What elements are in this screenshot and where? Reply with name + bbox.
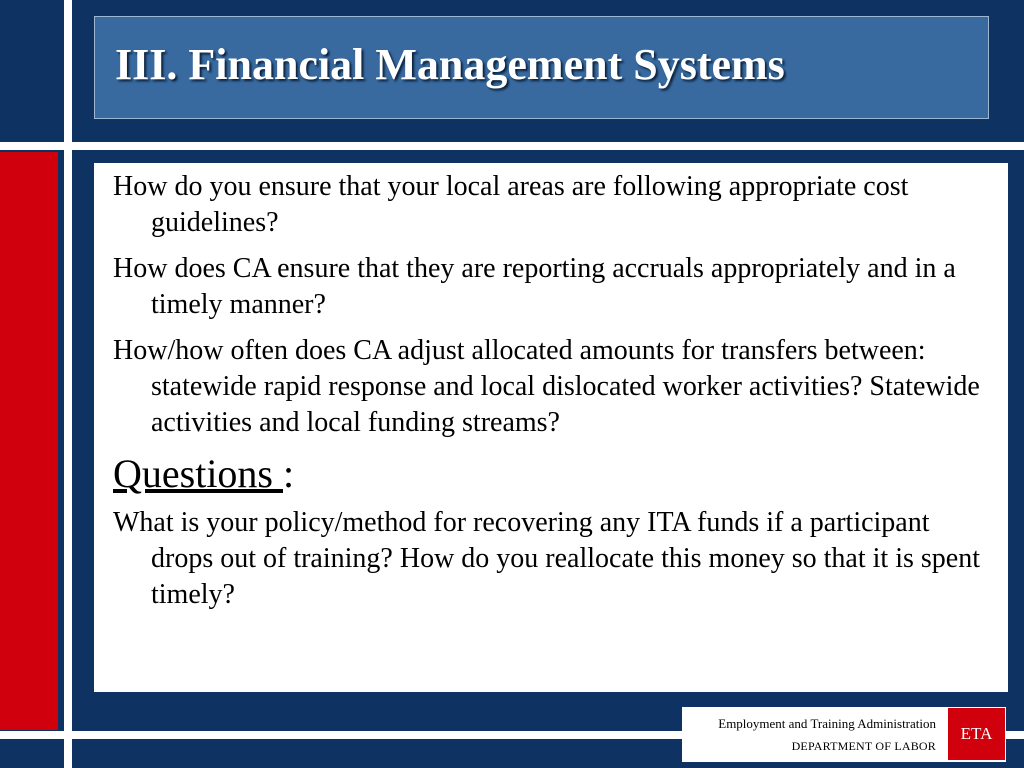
body-paragraph: How do you ensure that your local areas are following appropriate cost guidelines? bbox=[113, 171, 909, 238]
body-paragraph: How does CA ensure that they are reporting accruals appropriately and in a timely manner? bbox=[113, 253, 956, 320]
content-box bbox=[94, 163, 1008, 692]
left-top-panel bbox=[0, 0, 58, 140]
slide-title: III. Financial Management Systems bbox=[115, 40, 785, 89]
footer-department: DEPARTMENT OF LABOR bbox=[791, 739, 936, 753]
slide-body bbox=[113, 169, 993, 623]
left-bottom-panel bbox=[0, 740, 58, 768]
body-paragraph: How/how often does CA adjust allocated amounts for transfers between: statewide rapid response and local dislocated worker activities? Statewide activities and local funding streams? bbox=[113, 335, 980, 438]
left-red-band bbox=[0, 152, 58, 730]
questions-heading-text: Questions bbox=[113, 451, 283, 496]
questions-heading bbox=[113, 451, 993, 497]
vertical-divider bbox=[64, 0, 72, 768]
footer-agency: Employment and Training Administration bbox=[718, 716, 936, 731]
body-paragraph: What is your policy/method for recovering any ITA funds if a participant drops out of training? How do you reallocate this money so that it is spent timely? bbox=[113, 507, 980, 610]
footer-box bbox=[682, 707, 1006, 762]
top-horizontal-divider bbox=[0, 142, 1024, 150]
questions-heading-colon: : bbox=[283, 451, 295, 496]
title-box bbox=[94, 16, 989, 119]
eta-badge: ETA bbox=[948, 708, 1005, 760]
